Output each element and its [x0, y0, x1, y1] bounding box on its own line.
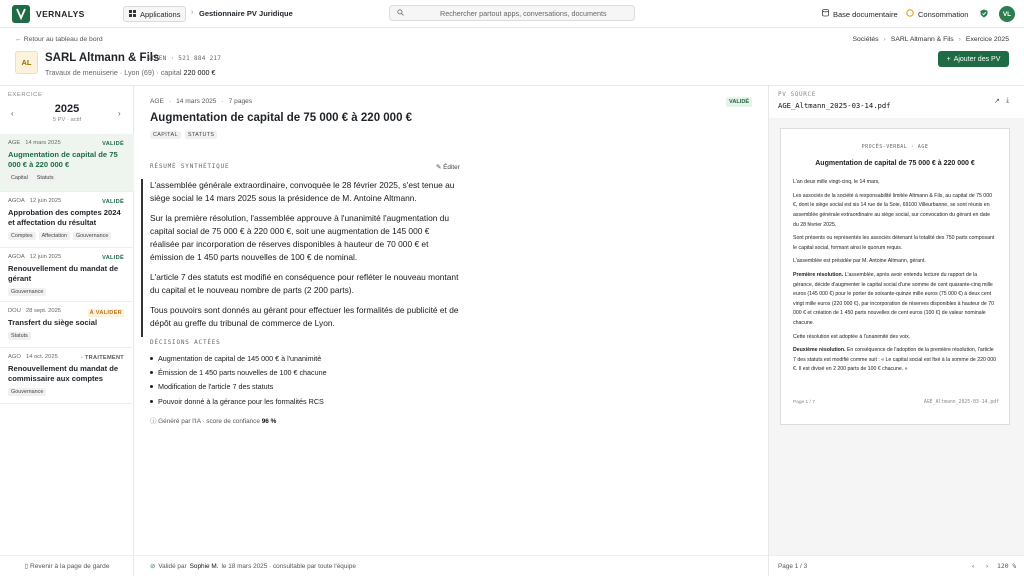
document-paragraph: L'an deux mille vingt-cinq, le 14 mars,: [793, 179, 880, 186]
decision-text: Augmentation de capital de 145 000 € à l'unanimité: [158, 353, 322, 363]
status-badge: VALIDÉ: [726, 97, 752, 107]
summary-paragraph: L'assemblée générale extraordinaire, convoquée le 28 février 2025, s'est tenue au siège social le 14 mars 2025 sous la présidence de M. Antoine Altmann.: [150, 180, 455, 203]
pv-type: AGO: [8, 354, 21, 360]
document-footer-filename: AGE_Altmann_2025-03-14.pdf: [923, 400, 999, 406]
pv-detail: [135, 86, 768, 576]
summary-text: [141, 179, 461, 337]
pv-title: Approbation des comptes 2024 et affectation du résultat: [8, 208, 121, 227]
pv-type: AGE: [8, 140, 21, 146]
pv-title: Renouvellement du mandat de commissaire aux comptes: [8, 364, 119, 383]
pv-tag: Capital: [8, 174, 31, 182]
decision-text: Pouvoir donné à la gérance pour les formalités RCS: [158, 396, 324, 406]
download-icon[interactable]: ⤓: [1006, 97, 1010, 104]
pv-tag: Affectation: [39, 232, 70, 240]
document-paragraph: Cette résolution est adoptée à l'unanimité des voix.: [793, 333, 911, 340]
pv-date: 12 juin 2025: [29, 254, 62, 260]
pv-tag: CAPITAL: [150, 131, 181, 139]
previous-year-icon[interactable]: ‹: [11, 109, 14, 118]
status-badge: VALIDÉ: [102, 141, 124, 147]
ai-score: 96 %: [261, 418, 277, 425]
decision-text: Modification de l'article 7 des statuts: [158, 382, 274, 392]
status-badge: VALIDÉ: [102, 255, 124, 261]
document-viewer[interactable]: [769, 118, 1024, 555]
document-title: Augmentation de capital de 75 000 € à 220 000 €: [815, 159, 975, 167]
top-bar: [0, 0, 1024, 28]
breadcrumb-societes[interactable]: Sociétés: [852, 36, 879, 43]
consumption-label: Consommation: [918, 9, 969, 19]
status-badge: ◦ TRAITEMENT: [80, 355, 124, 361]
bullet: [150, 385, 153, 388]
pv-list-item[interactable]: [0, 134, 134, 192]
resolution-label: Première résolution.: [793, 271, 844, 278]
pv-list-item[interactable]: [0, 302, 134, 348]
chevron-right-icon: ›: [958, 36, 961, 43]
search-input[interactable]: [389, 5, 635, 21]
pv-list-item[interactable]: [0, 248, 134, 302]
pv-title: Augmentation de capital de 75 000 € à 220 000 €: [150, 112, 413, 124]
validation-date: le 18 mars 2025 · consultable par toute l'équipe: [221, 562, 356, 570]
vernalys-logo[interactable]: [12, 5, 30, 23]
next-page-icon[interactable]: ›: [986, 562, 989, 570]
document-page: [780, 128, 1010, 425]
cover-page-link[interactable]: [0, 555, 134, 576]
pv-title: Augmentation de capital de 75 000 € à 220 000 €: [8, 150, 118, 169]
document-paragraph: L'assemblée est présidée par M. Antoine Altmann, gérant.: [793, 258, 926, 265]
pv-meta: [150, 98, 252, 105]
document-page-number: Page 1 / 7: [793, 400, 815, 406]
database-icon: [822, 9, 829, 19]
shield-icon[interactable]: [980, 9, 988, 18]
summary-label: RÉSUMÉ SYNTHÉTIQUE: [150, 163, 230, 170]
brand-name: VERNALYS: [36, 9, 85, 19]
pv-sidebar: [0, 86, 134, 576]
pv-type: DOU: [8, 308, 21, 314]
previous-page-icon[interactable]: ‹: [972, 562, 975, 570]
applications-button[interactable]: [123, 6, 186, 22]
ai-confidence: [150, 416, 276, 425]
pv-list-item[interactable]: [0, 192, 134, 248]
company-subtitle-text: Travaux de menuiserie · Lyon (69) · capital: [45, 68, 182, 77]
status-badge: À VALIDER: [89, 310, 122, 316]
document-paragraph: [793, 346, 997, 375]
gauge-icon: [906, 9, 914, 19]
pv-type: AGOA: [8, 254, 25, 260]
document-paragraph: Les associés de la société à responsabilité limitée Altmann & Fils, au capital de 75 000 €, dont le siège social est sis 14 rue de la Soie, 69100 Villeurbanne, se sont réunis en assemblée générale extraordinaire au siège social, sur convocation du gérant en date du 28 février 2025.: [793, 192, 992, 228]
summary-paragraph: Sur la première résolution, l'assemblée approuve à l'unanimité l'augmentation du capital social de 75 000 € à 220 000 €, soit une augmentation de 145 000 € réalisée par incorporation de réserves disponibles à hauteur de 70 000 € et émission de 1 450 parts nouvelles de 100 € de nominal.: [150, 213, 450, 262]
search-icon: [397, 9, 404, 18]
next-year-icon[interactable]: ›: [118, 109, 121, 118]
breadcrumb: [852, 36, 1009, 43]
pv-tag: Statuts: [34, 174, 57, 182]
applications-label: Applications: [140, 9, 181, 19]
cover-page-label: Revenir à la page de garde: [29, 563, 110, 570]
back-to-dashboard-link[interactable]: [15, 36, 103, 43]
decisions-label: DÉCISIONS ACTÉES: [150, 339, 221, 346]
edit-summary-button[interactable]: [436, 163, 460, 171]
validation-footer: [135, 555, 768, 576]
book-icon: ▯: [24, 563, 30, 570]
add-pv-button[interactable]: [938, 51, 1009, 67]
base-documentaire-label: Base documentaire: [833, 9, 898, 19]
pv-tag: STATUTS: [185, 131, 218, 139]
breadcrumb-company[interactable]: SARL Altmann & Fils: [890, 36, 954, 43]
source-filename: AGE_Altmann_2025-03-14.pdf: [778, 101, 891, 110]
pv-title: Transfert du siège social: [8, 318, 98, 327]
decision-item: [150, 380, 327, 394]
pv-date: 12 juin 2025: [29, 198, 62, 204]
back-label: Retour au tableau de bord: [23, 36, 103, 43]
decision-item: [150, 351, 327, 365]
pv-date: 14 mars 2025: [25, 140, 61, 146]
exercise-year: 2025: [54, 103, 80, 115]
pv-type: AGOA: [8, 198, 25, 204]
check-circle-icon: ⊘: [150, 563, 156, 570]
document-paragraph: [793, 271, 997, 329]
source-label: PV SOURCE: [778, 91, 816, 98]
summary-paragraph: Tous pouvoirs sont donnés au gérant pour effectuer les formalités de publicité et de dépôt au greffe du tribunal de commerce de Lyon.: [150, 305, 459, 328]
chevron-right-icon: ›: [883, 36, 886, 43]
company-initials-badge: AL: [15, 51, 38, 74]
info-icon: ⓘ: [150, 418, 159, 425]
resolution-text: L'assemblée, après avoir entendu lecture du rapport de la gérance, décide d'augmenter le capital social d'une somme de cent quarante-cinq mille euros (145 000 €) pour le porter de soixante-quinze mille euros (75 000 €) à deux cent vingt mille euros (220 000 €), par incorporation de réserves disponibles à hauteur de 70 000 € et création de 1 450 parts nouvelles de cent euros (100 €) de valeur nominale chacune.: [793, 271, 994, 326]
zoom-level[interactable]: 120 %: [997, 562, 1017, 570]
pv-tag: Statuts: [8, 332, 31, 340]
edit-label: Éditer: [443, 164, 460, 171]
decision-item: [150, 394, 327, 408]
open-external-icon[interactable]: ↗: [994, 98, 1000, 105]
pv-tag: Gouvernance: [8, 288, 46, 296]
pv-tag: Comptes: [8, 232, 36, 240]
document-header: PROCÈS-VERBAL · AGE: [861, 144, 929, 150]
pencil-icon: ✎: [436, 164, 444, 171]
chevron-right-icon: ›: [191, 9, 194, 16]
meta-separator: ·: [168, 98, 172, 105]
company-name: SARL Altmann & Fils: [45, 52, 160, 64]
resolution-label: Deuxième résolution.: [793, 347, 846, 354]
ai-label: Généré par l'IA · score de confiance: [158, 418, 260, 425]
exercise-label: EXERCICE: [8, 92, 43, 98]
pv-tag: Gouvernance: [73, 232, 111, 240]
decisions-list: [150, 351, 327, 408]
validator-name: Sophie M.: [189, 562, 219, 570]
viewer-footer: [769, 555, 1024, 576]
summary-paragraph: L'article 7 des statuts est modifié en conséquence pour refléter le nouveau montant du capital et le nouveau nombre de parts (2 200 parts).: [150, 272, 459, 295]
base-documentaire-link[interactable]: [822, 9, 898, 19]
user-avatar[interactable]: VL: [999, 6, 1015, 22]
pv-date: 14 mars 2025: [176, 98, 217, 105]
consumption-link[interactable]: [906, 9, 968, 19]
add-pv-label: Ajouter des PV: [953, 55, 1001, 63]
pv-tag: Gouvernance: [8, 388, 46, 396]
validated-by-label: Validé par: [158, 562, 187, 570]
decision-text: Émission de 1 450 parts nouvelles de 100 € chacune: [158, 367, 327, 377]
status-label: TRAITEMENT: [84, 355, 124, 361]
exercise-year-summary: 5 PV · actif: [52, 117, 82, 123]
search-placeholder: Rechercher partout apps, conversations, documents: [440, 8, 607, 18]
bullet: [150, 371, 153, 374]
bullet: [150, 400, 153, 403]
status-badge: VALIDÉ: [102, 199, 124, 205]
pv-date: 28 sept. 2025: [25, 308, 62, 314]
arrow-left-icon: ←: [15, 36, 24, 43]
document-footer: [793, 398, 999, 408]
document-paragraph: Sont présents ou représentés les associés détenant la totalité des 750 parts composant le capital social, formant ainsi le quorum requis.: [793, 235, 995, 251]
pv-date: 14 oct. 2025: [25, 354, 58, 360]
bullet: [150, 357, 153, 360]
siren-number: SIREN · 521 884 217: [147, 55, 222, 62]
decision-item: [150, 365, 327, 379]
pv-source-pane: [769, 86, 1024, 576]
pv-type: AGE: [150, 98, 164, 105]
meta-separator: ·: [221, 98, 224, 105]
resolution-text: En conséquence de l'adoption de la première résolution, l'article 7 des statuts est modifié comme suit : « Le capital social est fixé à la somme de 220 000 €. Il est divisé en 2 200 parts de 100 € chacune. »: [793, 347, 996, 373]
company-subtitle: [45, 68, 215, 77]
grid-icon: [129, 10, 136, 19]
page-indicator: Page 1 / 3: [778, 562, 808, 570]
pv-pages: 7 pages: [228, 98, 253, 105]
breadcrumb-exercise[interactable]: Exercice 2025: [965, 36, 1009, 43]
company-capital: 220 000 €: [183, 68, 216, 77]
pv-title: Renouvellement du mandat de gérant: [8, 264, 119, 283]
plus-icon: +: [946, 55, 951, 63]
app-title: Gestionnaire PV Juridique: [199, 9, 293, 18]
pv-list-item[interactable]: [0, 348, 134, 404]
